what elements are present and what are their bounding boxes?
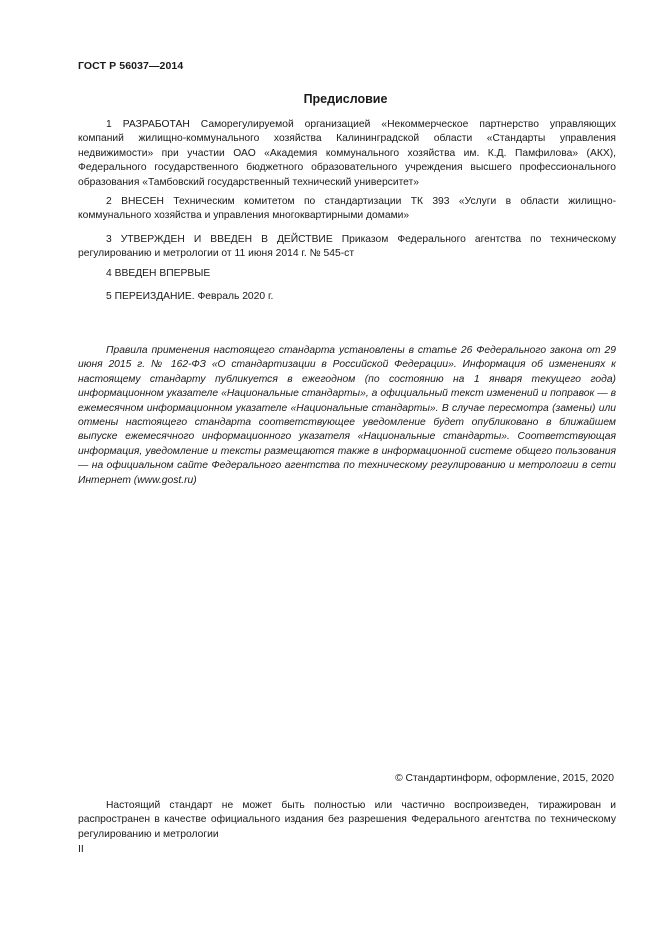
item-reissue <box>78 290 616 304</box>
item-first-introduced-text: 4 ВВЕДЕН ВПЕРВЫЕ <box>106 268 211 279</box>
item-developed-text: 1 РАЗРАБОТАН Саморегулируемой организацией «Некоммерческое партнерство управляющих компаний жилищно-коммунального хозяйства Калининградской области «Стандарты управления недвижимости» при участии ОАО «Академия коммунального хозяйства им. К.Д. Памфилова» (АКХ), Федерального государственного бюджетного образовательного учреждения высшего профессионального образования «Тамбовский государственный технический университет» <box>78 119 616 188</box>
reproduction-notice-text: Настоящий стандарт не может быть полностью или частично воспроизведен, тиражирован и распространен в качестве официального издания без разрешения Федерального агентства по техническому регулированию и метрологии <box>78 800 616 840</box>
reproduction-notice <box>78 799 616 842</box>
page-title: Предисловие <box>303 92 388 106</box>
copyright-line: © Стандартинформ, оформление, 2015, 2020 <box>395 773 614 784</box>
item-approved <box>78 233 616 262</box>
rules-note <box>78 344 616 488</box>
item-submitted-text: 2 ВНЕСЕН Техническим комитетом по стандартизации ТК 393 «Услуги в области жилищно-коммунального хозяйства и управления многоквартирными домами» <box>78 196 616 222</box>
rules-note-text: Правила применения настоящего стандарта установлены в статье 26 Федерального закона от 29 июня 2015 г. № 162-ФЗ «О стандартизации в Российской Федерации». Информация об изменениях к настоящему стандарту публикуется в ежегодном (по состоянию на 1 января текущего года) информационном указателе «Национальные стандарты», а официальный текст изменений и поправок — в ежемесячном информационном указателе «Национальные стандарты». В случае пересмотра (замены) или отмены настоящего стандарта соответствующее уведомление будет опубликовано в ближайшем выпуске ежемесячного информационного указателя «Национальные стандарты». Соответствующая информация, уведомление и тексты размещаются также в информационной системе общего пользования — на официальном сайте Федерального агентства по техническому регулированию и метрологии в сети Интернет (www.gost.ru) <box>78 345 616 486</box>
item-first-introduced <box>78 267 616 281</box>
item-submitted <box>78 195 616 224</box>
page-number: II <box>78 843 84 855</box>
item-reissue-text: 5 ПЕРЕИЗДАНИЕ. Февраль 2020 г. <box>106 291 274 302</box>
item-approved-text: 3 УТВЕРЖДЕН И ВВЕДЕН В ДЕЙСТВИЕ Приказом Федерального агентства по техническому регулированию и метрологии от 11 июня 2014 г. № 545-ст <box>78 234 616 260</box>
item-developed <box>78 118 616 190</box>
standard-code-header: ГОСТ Р 56037—2014 <box>78 60 184 72</box>
